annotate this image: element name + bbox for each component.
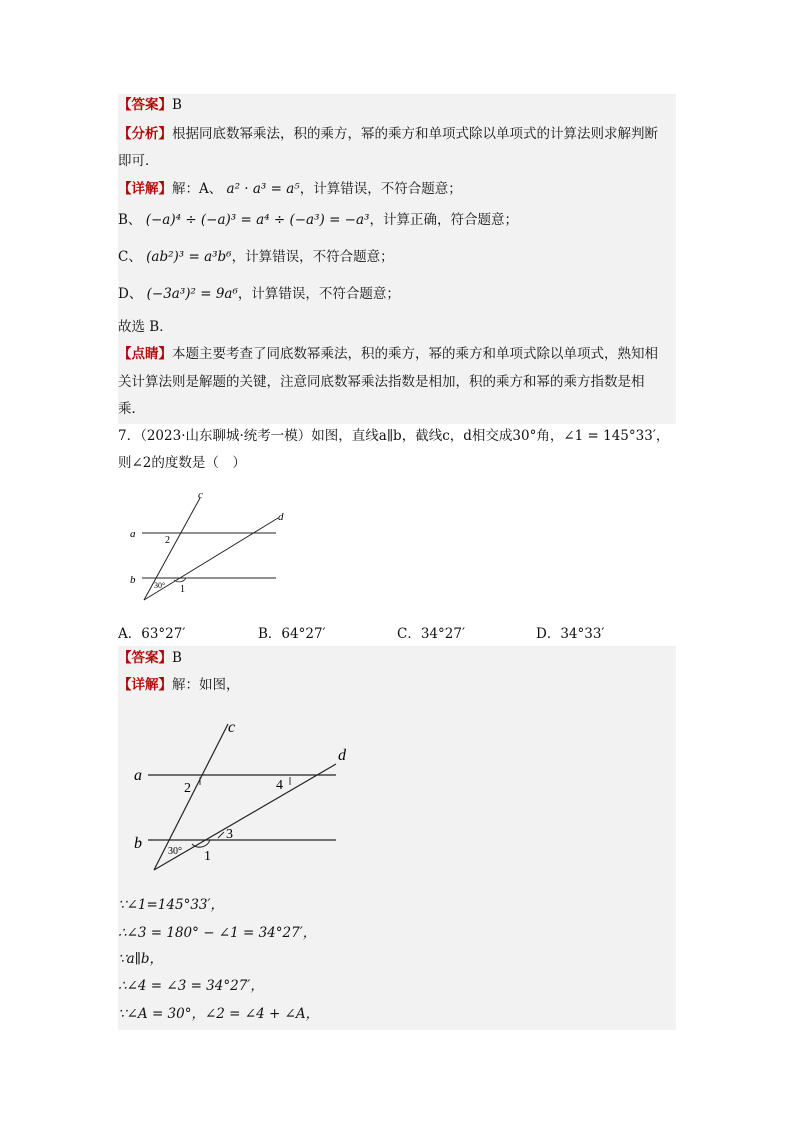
detail-line-d: [118, 285, 400, 303]
point-text-3: 乘．: [118, 401, 145, 417]
arc-1: [174, 578, 186, 582]
option-c-value: 34°27′: [420, 626, 466, 642]
step-1: [118, 896, 224, 914]
question-text-1: 7．（2023·山东聊城·统考一模）如图，直线a∥b，截线c，d相交成30°角，∠1 = 145°33′，: [118, 428, 670, 444]
arc-1: [192, 840, 210, 847]
point-line-2: [118, 373, 645, 391]
detail2-line: [118, 676, 240, 694]
label-a: a: [134, 767, 142, 784]
option-a-value: 63°27′: [141, 626, 186, 642]
label-d: d: [278, 511, 284, 523]
answer2-value: B: [172, 650, 182, 666]
label-3: 3: [226, 827, 233, 842]
step-1-text: ∵∠1=145°33′，: [118, 897, 225, 913]
point-text-2: 关计算法则是解题的关键，注意同底数幂乘法指数是相加，积的乘方和幂的乘方指数是相: [118, 374, 645, 390]
conclusion-text: 故选 B．: [118, 319, 173, 335]
option-b-label: B．: [258, 626, 282, 642]
label-30: 30°: [154, 581, 166, 590]
conclusion-line: [118, 318, 173, 336]
label-c: C、: [118, 249, 142, 265]
detail2-intro: 解：如图，: [172, 677, 240, 693]
question-line-2: [118, 454, 246, 472]
detail2-tag: 【详解】: [118, 677, 172, 693]
label-b: b: [134, 835, 142, 852]
option-d[interactable]: [536, 622, 605, 642]
step-5: [118, 1005, 319, 1023]
label-b: B、: [118, 212, 142, 228]
step-3: [118, 950, 163, 968]
point-text-1: 本题主要考查了同底数幂乘法，积的乘方，幂的乘方和单项式除以单项式，熟知相: [172, 346, 658, 362]
label-b: b: [130, 574, 136, 586]
text-d: ，计算错误，不符合题意；: [237, 286, 400, 302]
answer-line: [118, 96, 182, 114]
answer2-line: [118, 649, 182, 667]
analysis-tag: 【分析】: [118, 126, 172, 142]
label-c: c: [228, 719, 236, 736]
detail-line-a: [118, 180, 462, 198]
answer2-tag: 【答案】: [118, 650, 172, 666]
point-line-1: [118, 345, 658, 363]
step-2-text: ∴∠3 = 180° − ∠1 = 34°27′，: [118, 925, 317, 941]
label-2: 2: [184, 781, 191, 796]
detail-tag: 【详解】: [118, 181, 172, 197]
point-tag: 【点睛】: [118, 346, 172, 362]
step-4: [118, 977, 264, 995]
label-d: D、: [118, 286, 143, 302]
question-line-1: [118, 427, 669, 445]
option-d-label: D．: [536, 626, 561, 642]
option-c[interactable]: [397, 622, 465, 642]
analysis-line-2: [118, 152, 159, 170]
analysis-line-1: [118, 125, 658, 143]
analysis-text-2: 即可．: [118, 153, 159, 169]
tick-3: [218, 832, 224, 838]
label-30: 30°: [168, 846, 182, 857]
answer-tag: 【答案】: [118, 97, 172, 113]
detail-line-c: [118, 248, 394, 266]
answer-value: B: [172, 97, 182, 113]
point-line-3: [118, 400, 145, 418]
label-d: d: [338, 747, 346, 764]
detail-line-b: [118, 211, 518, 229]
math-d: (−3a³)² = 9a⁶: [146, 286, 238, 302]
step-5-text: ∵∠A = 30°，∠2 = ∠4 + ∠A，: [118, 1006, 320, 1022]
label-1: 1: [204, 849, 211, 864]
math-a: a² · a³ = a⁵: [226, 181, 300, 197]
option-a[interactable]: [118, 622, 185, 642]
detail-figure: [118, 712, 368, 882]
option-a-label: A．: [118, 626, 142, 642]
detail-intro: 解：A、: [172, 181, 223, 197]
option-b[interactable]: [258, 622, 326, 642]
text-b: ，计算正确，符合题意；: [369, 212, 518, 228]
label-1: 1: [180, 584, 185, 595]
label-4: 4: [276, 778, 283, 793]
analysis-text-1: 根据同底数幂乘法，积的乘方，幂的乘方和单项式除以单项式的计算法则求解判断: [172, 126, 658, 142]
line-c: [144, 498, 200, 600]
option-c-label: C．: [397, 626, 421, 642]
label-a: a: [130, 528, 136, 540]
label-c: c: [198, 489, 203, 501]
math-b: (−a)⁴ ÷ (−a)³ = a⁴ ÷ (−a³) = −a³: [145, 212, 370, 228]
step-3-text: ∵a∥b，: [118, 951, 164, 967]
text-c: ，计算错误，不符合题意；: [231, 249, 394, 265]
question-text-2: 则∠2的度数是（ ）: [118, 455, 246, 471]
text-a: ，计算错误，不符合题意；: [299, 181, 462, 197]
step-4-text: ∴∠4 = ∠3 = 34°27′，: [118, 978, 264, 994]
step-2: [118, 924, 316, 942]
option-d-value: 34°33′: [560, 626, 605, 642]
math-c: (ab²)³ = a³b⁶: [146, 249, 232, 265]
question-figure: [118, 488, 298, 608]
option-b-value: 64°27′: [281, 626, 326, 642]
label-2: 2: [165, 535, 170, 546]
